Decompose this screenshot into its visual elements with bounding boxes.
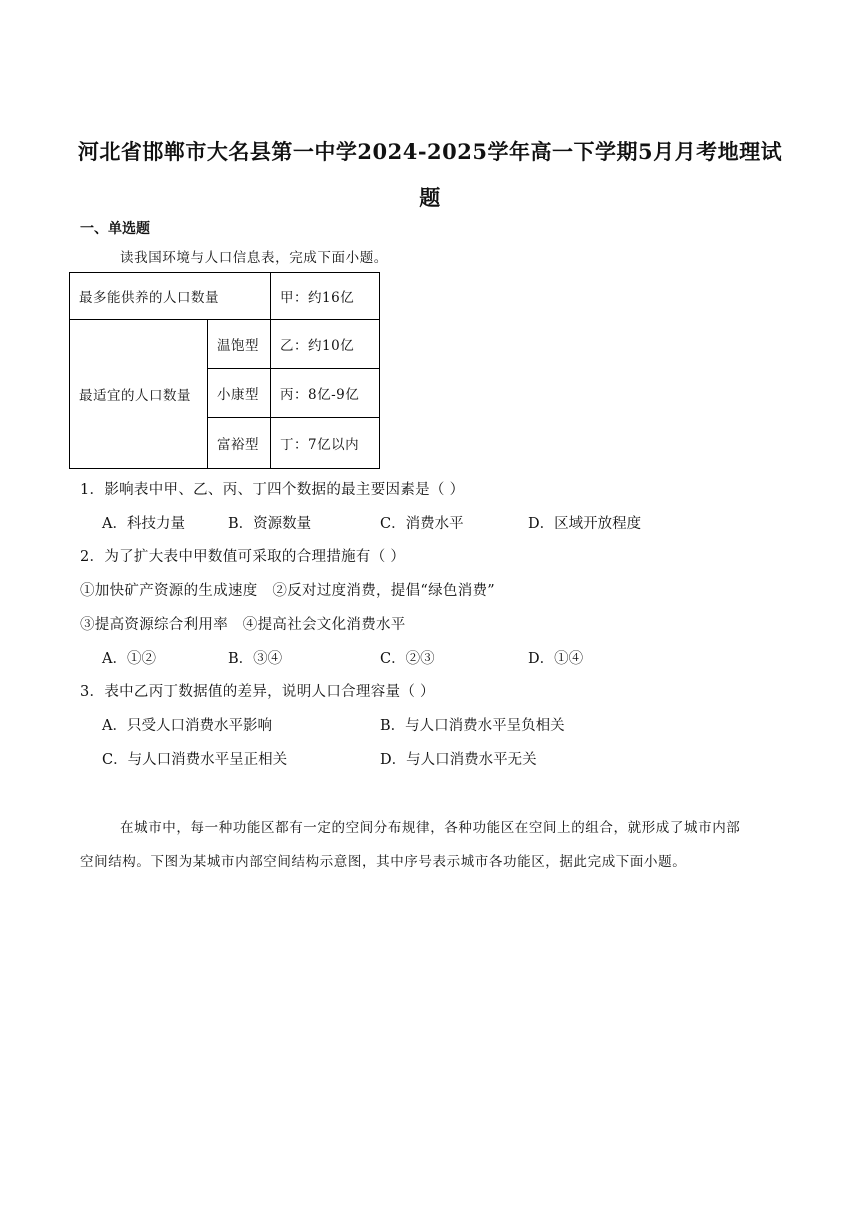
question-1-option-c[interactable]: C．消费水平 — [380, 516, 464, 532]
question-2-option-b[interactable]: B．③④ — [228, 651, 283, 667]
question-3-option-a[interactable]: A．只受人口消费水平影响 — [102, 718, 272, 734]
table-cell-type-subsistence: 温饱型 — [208, 320, 271, 369]
question-3-option-d[interactable]: D．与人口消费水平无关 — [380, 752, 537, 768]
table-cell-type-affluent: 富裕型 — [208, 418, 271, 469]
table-cell-value-ding: 丁：7亿以内 — [271, 418, 380, 469]
question-2-statements-line-1: ①加快矿产资源的生成速度 ②反对过度消费，提倡“绿色消费” — [80, 583, 496, 599]
page-title-line-1: 河北省邯郸市大名县第一中学2024-2025学年高一下学期5月月考地理试 — [77, 139, 783, 164]
section-heading: 一、单选题 — [80, 221, 150, 237]
table-cell-max-population-value: 甲：约16亿 — [271, 273, 380, 320]
table-cell-value-yi: 乙：约10亿 — [271, 320, 380, 369]
question-2-option-a[interactable]: A．①② — [102, 651, 156, 667]
table-cell-value-bing: 丙：8亿-9亿 — [271, 369, 380, 418]
table-cell-optimal-population-label: 最适宜的人口数量 — [70, 320, 208, 469]
question-2-statements-line-2: ③提高资源综合利用率 ④提高社会文化消费水平 — [80, 617, 406, 633]
question-1-option-b[interactable]: B．资源数量 — [228, 516, 312, 532]
question-1-stem: 1．影响表中甲、乙、丙、丁四个数据的最主要因素是（ ） — [80, 482, 465, 498]
question-2-stem: 2．为了扩大表中甲数值可采取的合理措施有（ ） — [80, 549, 406, 565]
page-title-line-2: 题 — [419, 185, 441, 210]
question-group-intro: 读我国环境与人口信息表，完成下面小题。 — [120, 250, 388, 266]
question-2-option-d[interactable]: D．①④ — [528, 651, 584, 667]
question-3-option-c[interactable]: C．与人口消费水平呈正相关 — [102, 752, 288, 768]
table-cell-type-moderately-prosperous: 小康型 — [208, 369, 271, 418]
question-3-option-b[interactable]: B．与人口消费水平呈负相关 — [380, 718, 565, 734]
question-group-2-intro-line-1: 在城市中，每一种功能区都有一定的空间分布规律，各种功能区在空间上的组合，就形成了城市内部 — [120, 820, 741, 836]
population-info-table — [69, 272, 380, 469]
question-3-stem: 3．表中乙丙丁数据值的差异，说明人口合理容量（ ） — [80, 684, 435, 700]
question-2-option-c[interactable]: C．②③ — [380, 651, 435, 667]
question-group-2-intro-line-2: 空间结构。下图为某城市内部空间结构示意图，其中序号表示城市各功能区，据此完成下面小题。 — [80, 854, 687, 870]
table-cell-max-population-label: 最多能供养的人口数量 — [70, 273, 271, 320]
question-1-option-a[interactable]: A．科技力量 — [102, 516, 185, 532]
question-1-option-d[interactable]: D．区域开放程度 — [528, 516, 642, 532]
